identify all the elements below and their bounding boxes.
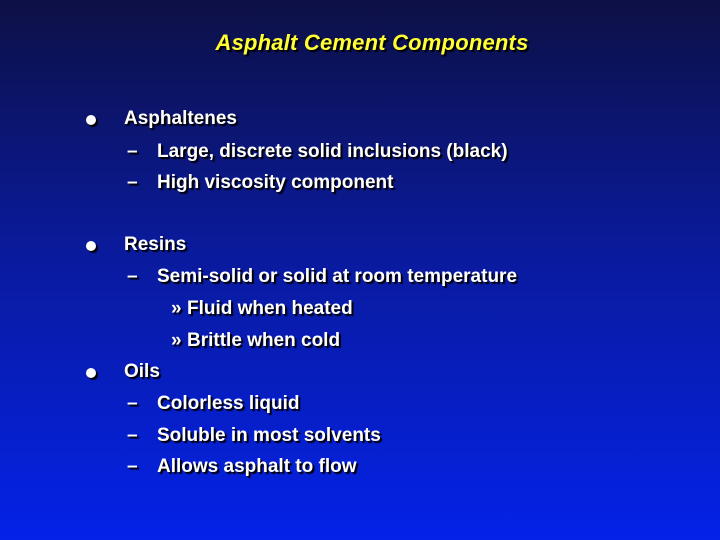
point-asphaltenes-2 — [127, 172, 393, 194]
point-text: Soluble in most solvents — [157, 425, 381, 446]
point-oils-2 — [127, 425, 381, 447]
dash-marker: – — [127, 266, 138, 287]
bullet-icon — [86, 241, 96, 251]
sub-marker: » — [171, 298, 182, 319]
point-text: High viscosity component — [157, 172, 394, 193]
slide-title: Asphalt Cement Components — [215, 30, 529, 55]
point-text: Allows asphalt to flow — [157, 456, 357, 477]
component-oils: Oils — [124, 361, 160, 382]
bullet-icon — [86, 368, 96, 378]
dash-marker: – — [127, 393, 138, 414]
point-text: Colorless liquid — [157, 393, 300, 414]
point-asphaltenes-1 — [127, 141, 508, 163]
dash-marker: – — [127, 172, 138, 193]
subpoint-resins-1 — [171, 298, 353, 320]
bullet-icon — [86, 115, 96, 125]
dash-marker: – — [127, 456, 138, 477]
dash-marker: – — [127, 141, 138, 162]
point-resins-1 — [127, 266, 517, 288]
subpoint-resins-2 — [171, 330, 340, 352]
subpoint-text: Fluid when heated — [187, 298, 353, 319]
point-text: Semi-solid or solid at room temperature — [157, 266, 518, 287]
dash-marker: – — [127, 425, 138, 446]
point-oils-3 — [127, 456, 357, 478]
component-asphaltenes: Asphaltenes — [124, 108, 237, 129]
component-resins: Resins — [124, 234, 187, 255]
sub-marker: » — [171, 330, 182, 351]
point-text: Large, discrete solid inclusions (black) — [157, 141, 508, 162]
point-oils-1 — [127, 393, 300, 415]
subpoint-text: Brittle when cold — [187, 330, 341, 351]
